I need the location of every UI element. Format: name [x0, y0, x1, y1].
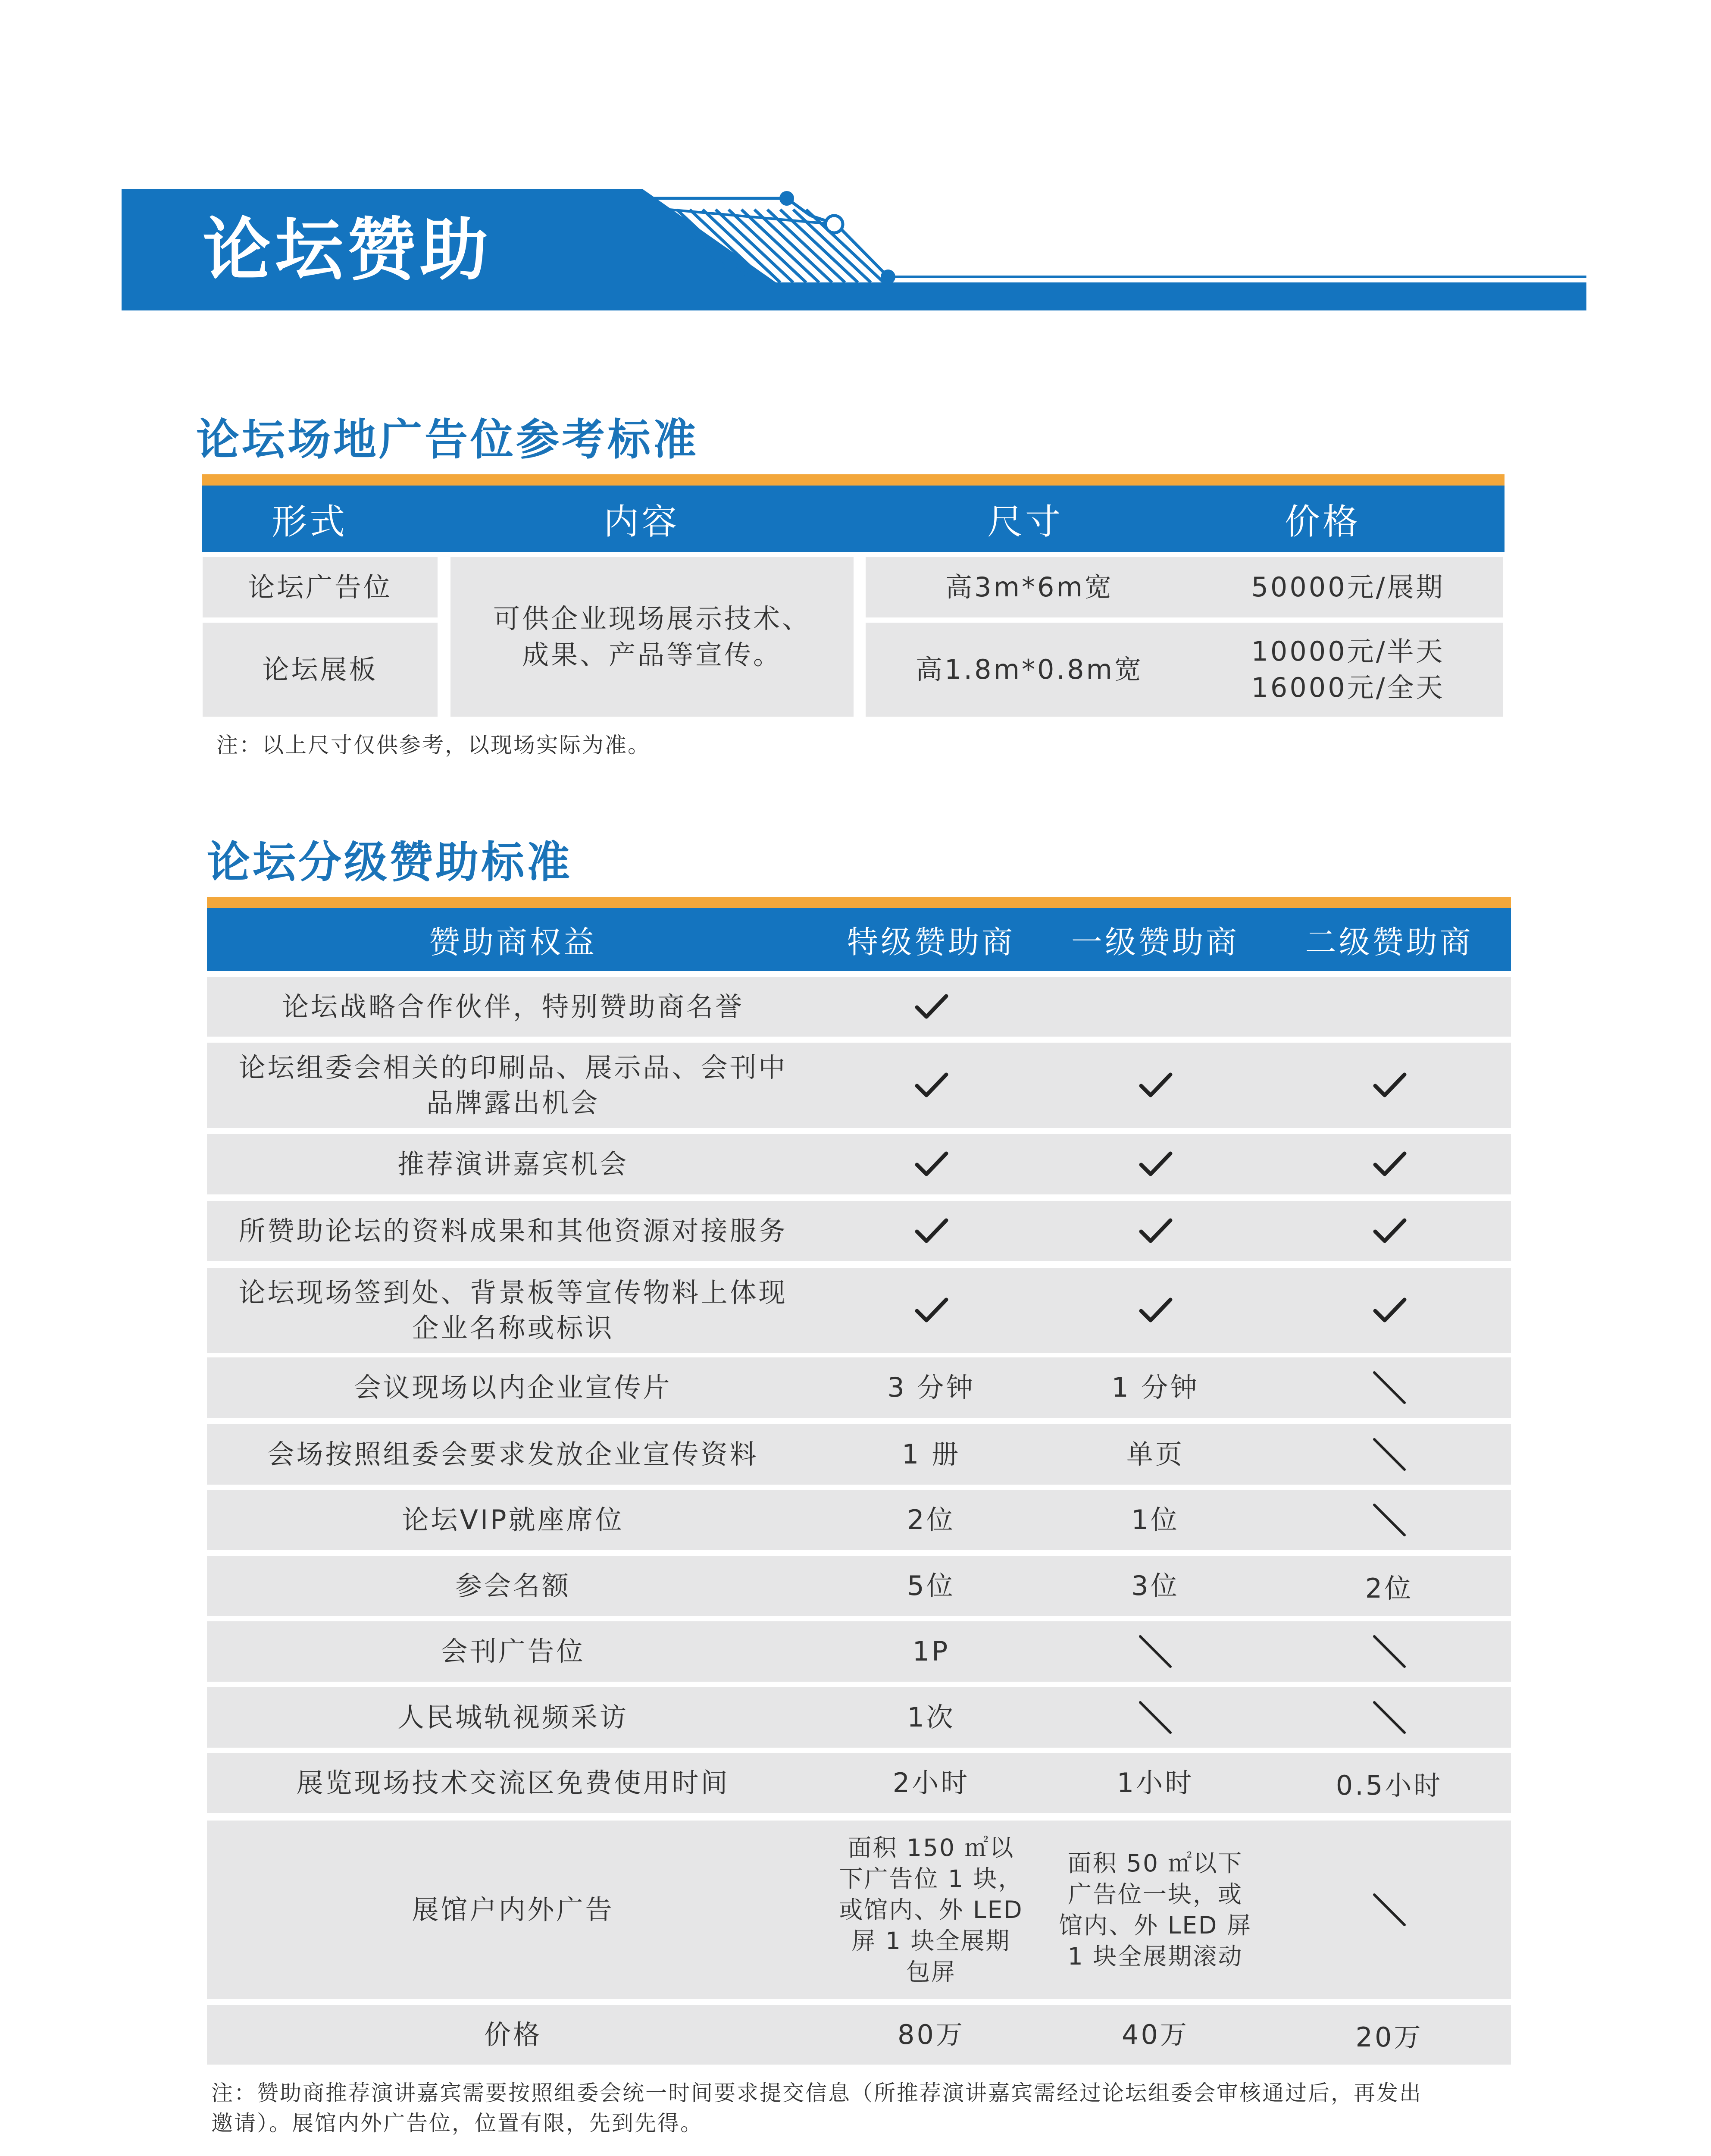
text-line: 或馆内、外 LED — [839, 1896, 1023, 1924]
first-sponsor-cell — [1043, 1556, 1267, 1616]
special-sponsor-cell — [819, 2005, 1043, 2065]
table-row — [207, 1687, 1511, 1748]
benefit-text — [402, 1502, 624, 1538]
sponsor-table-header — [207, 908, 1511, 971]
second-sponsor-cell — [1267, 1490, 1511, 1550]
first-sponsor-cell — [1043, 1134, 1267, 1194]
benefit-cell — [207, 1201, 819, 1261]
sponsor-table-accent-bar — [207, 897, 1511, 908]
cell-value: 20万 — [1355, 2021, 1423, 2053]
content-line: 可供企业现场展示技术、 — [493, 603, 811, 634]
cell-value: 1P — [912, 1636, 950, 1667]
benefit-text — [282, 989, 744, 1025]
second-sponsor-cell — [1267, 1268, 1511, 1353]
benefit-text — [238, 1275, 787, 1346]
header-price: 价格 — [1284, 501, 1361, 542]
benefit-text — [412, 1892, 614, 1927]
cell-value: 1次 — [907, 1702, 955, 1733]
second-sponsor-cell — [1267, 1357, 1511, 1418]
price-line: 16000元/全天 — [1251, 672, 1445, 703]
second-sponsor-cell — [1267, 1043, 1511, 1128]
first-sponsor-cell — [1043, 1621, 1267, 1682]
check-icon — [912, 1212, 951, 1250]
special-sponsor-cell — [819, 1268, 1043, 1353]
first-sponsor-cell — [1043, 1357, 1267, 1418]
second-sponsor-cell — [1267, 1424, 1511, 1485]
second-sponsor-cell — [1267, 1821, 1511, 1999]
table-row — [207, 2005, 1511, 2065]
check-icon — [912, 1291, 951, 1330]
special-sponsor-cell — [819, 1556, 1043, 1616]
benefit-text — [238, 1213, 787, 1249]
benefit-text — [238, 1050, 787, 1121]
special-sponsor-cell — [819, 1490, 1043, 1550]
text-line: 会刊广告位 — [441, 1636, 585, 1667]
cell-value: 5位 — [907, 1570, 955, 1601]
second-sponsor-cell — [1267, 977, 1511, 1037]
check-icon — [1136, 1066, 1175, 1105]
text-line: 论坛VIP就座席位 — [402, 1504, 624, 1536]
table-row — [207, 1753, 1511, 1813]
venue-content-cell — [450, 557, 854, 717]
table-row — [207, 1201, 1511, 1261]
text-line: 所赞助论坛的资料成果和其他资源对接服务 — [238, 1215, 788, 1247]
venue-table-header — [202, 486, 1505, 552]
special-sponsor-cell — [819, 1821, 1043, 1999]
text-line: 价格 — [484, 2019, 542, 2050]
text-line: 屏 1 块全展期 — [851, 1927, 1011, 1955]
cell-value: 2位 — [1365, 1572, 1414, 1604]
check-icon — [1370, 1145, 1409, 1184]
header-first-sponsor: 一级赞助商 — [1071, 924, 1239, 960]
not-applicable-slash-icon — [1370, 1435, 1409, 1474]
text-line: 企业名称或标识 — [412, 1312, 614, 1344]
first-sponsor-cell — [1043, 1490, 1267, 1550]
benefit-cell — [207, 1556, 819, 1616]
cell-value: 3位 — [1131, 1570, 1179, 1601]
second-sponsor-cell — [1267, 2005, 1511, 2065]
text-line: 展馆户内外广告 — [412, 1894, 614, 1925]
special-sponsor-cell — [819, 1134, 1043, 1194]
not-applicable-slash-icon — [1370, 1368, 1409, 1407]
check-icon — [1136, 1212, 1175, 1250]
header-form: 形式 — [271, 501, 347, 542]
benefit-text — [397, 1700, 629, 1735]
second-sponsor-cell — [1267, 1201, 1511, 1261]
venue-note: 注：以上尺寸仅供参考，以现场实际为准。 — [216, 733, 651, 758]
benefit-cell — [207, 977, 819, 1037]
table-row — [207, 1268, 1511, 1353]
text-line: 包屏 — [906, 1958, 956, 1986]
text-line: 会议现场以内企业宣传片 — [354, 1372, 672, 1403]
table-row — [207, 977, 1511, 1037]
venue-price-cell — [1193, 633, 1503, 706]
text-line: 人民城轨视频采访 — [397, 1702, 629, 1733]
cell-value: 80万 — [898, 2019, 965, 2050]
venue-size-cell: 高3m*6m宽 — [945, 571, 1114, 603]
benefit-cell — [207, 1357, 819, 1418]
check-icon — [1370, 1291, 1409, 1330]
first-sponsor-cell — [1043, 2005, 1267, 2065]
text-line: 会场按照组委会要求发放企业宣传资料 — [267, 1438, 759, 1470]
price-line: 10000元/半天 — [1251, 636, 1445, 667]
text-line: 下广告位 1 块， — [839, 1865, 1023, 1893]
text-line: 论坛战略合作伙伴，特别赞助商名誉 — [282, 991, 744, 1022]
venue-form-cell: 论坛广告位 — [203, 557, 438, 617]
cell-value: 40万 — [1122, 2019, 1189, 2050]
first-sponsor-cell — [1043, 1268, 1267, 1353]
venue-row-board — [866, 623, 1503, 717]
second-sponsor-cell — [1267, 1621, 1511, 1682]
benefit-cell — [207, 1134, 819, 1194]
benefit-cell — [207, 1753, 819, 1813]
special-sponsor-cell — [819, 1357, 1043, 1418]
sponsor-levels-title: 论坛分级赞助标准 — [207, 837, 572, 887]
special-sponsor-cell — [819, 1201, 1043, 1261]
check-icon — [912, 1066, 951, 1105]
benefit-text — [354, 1370, 672, 1405]
text-line: 参会名额 — [455, 1570, 571, 1601]
table-row — [207, 1621, 1511, 1682]
header-special-sponsor: 特级赞助商 — [847, 924, 1015, 960]
header-size: 尺寸 — [987, 501, 1063, 542]
special-sponsor-cell — [819, 1621, 1043, 1682]
first-sponsor-cell — [1043, 1753, 1267, 1813]
text-line: 面积 50 ㎡以下 — [1067, 1849, 1243, 1877]
text-line: 推荐演讲嘉宾机会 — [397, 1148, 629, 1180]
special-sponsor-cell — [819, 1687, 1043, 1748]
page-title: 论坛赞助 — [203, 210, 492, 290]
benefit-text — [267, 1437, 758, 1472]
not-applicable-slash-icon — [1370, 1698, 1409, 1737]
second-sponsor-cell — [1267, 1753, 1511, 1813]
not-applicable-slash-icon — [1136, 1632, 1175, 1671]
cell-value: 2小时 — [892, 1767, 970, 1799]
benefit-cell — [207, 1268, 819, 1353]
ad-description — [839, 1832, 1023, 1987]
venue-row-ad-slot — [866, 557, 1503, 617]
benefit-text — [455, 1568, 571, 1604]
header-content: 内容 — [603, 501, 679, 542]
benefit-cell — [207, 1424, 819, 1485]
table-row — [207, 1556, 1511, 1616]
special-sponsor-cell — [819, 1043, 1043, 1128]
table-row — [207, 1490, 1511, 1550]
cell-value: 单页 — [1126, 1438, 1184, 1470]
table-row — [207, 1357, 1511, 1418]
cell-value: 2位 — [907, 1504, 955, 1536]
text-line: 品牌露出机会 — [426, 1087, 600, 1119]
special-sponsor-cell — [819, 1424, 1043, 1485]
benefit-cell — [207, 2005, 819, 2065]
second-sponsor-cell — [1267, 1687, 1511, 1748]
first-sponsor-cell — [1043, 1043, 1267, 1128]
table-row — [207, 1134, 1511, 1194]
cell-value: 0.5小时 — [1336, 1769, 1443, 1801]
text-line: 广告位一块，或 — [1067, 1880, 1243, 1908]
text-line: 1 块全展期滚动 — [1067, 1943, 1243, 1970]
special-sponsor-cell — [819, 1753, 1043, 1813]
check-icon — [912, 987, 951, 1026]
text-line: 展览现场技术交流区免费使用时间 — [296, 1767, 730, 1799]
venue-form-cell: 论坛展板 — [203, 623, 438, 717]
special-sponsor-cell — [819, 977, 1043, 1037]
benefit-text — [484, 2017, 542, 2053]
venue-table-accent-bar — [202, 474, 1505, 486]
check-icon — [1136, 1291, 1175, 1330]
second-sponsor-cell — [1267, 1556, 1511, 1616]
cell-value: 1小时 — [1117, 1767, 1194, 1799]
benefit-cell — [207, 1621, 819, 1682]
venue-price-cell: 50000元/展期 — [1251, 571, 1445, 603]
benefit-cell — [207, 1821, 819, 1999]
text-line: 馆内、外 LED 屏 — [1059, 1912, 1252, 1939]
cell-value: 1 册 — [901, 1438, 961, 1470]
check-icon — [1370, 1212, 1409, 1250]
venue-size-cell: 高1.8m*0.8m宽 — [916, 654, 1143, 685]
benefit-cell — [207, 1490, 819, 1550]
first-sponsor-cell — [1043, 1821, 1267, 1999]
cell-value: 1 分钟 — [1111, 1372, 1199, 1403]
sponsor-note-line: 注：赞助商推荐演讲嘉宾需要按照组委会统一时间要求提交信息（所推荐演讲嘉宾需经过论坛组委会审核通过后，再发出 — [211, 2081, 1422, 2106]
first-sponsor-cell — [1043, 1424, 1267, 1485]
text-line: 论坛现场签到处、背景板等宣传物料上体现 — [238, 1277, 788, 1308]
sponsor-note-line: 邀请）。展馆内外广告位，位置有限，先到先得。 — [211, 2111, 703, 2136]
second-sponsor-cell — [1267, 1134, 1511, 1194]
first-sponsor-cell — [1043, 977, 1267, 1037]
check-icon — [912, 1145, 951, 1184]
not-applicable-slash-icon — [1370, 1632, 1409, 1671]
check-icon — [1370, 1066, 1409, 1105]
content-line: 成果、产品等宣传。 — [522, 639, 782, 671]
benefit-cell — [207, 1687, 819, 1748]
table-row — [207, 1821, 1511, 1999]
benefit-cell — [207, 1043, 819, 1128]
cell-value: 1位 — [1131, 1504, 1179, 1536]
cell-value: 3 分钟 — [887, 1372, 975, 1403]
first-sponsor-cell — [1043, 1687, 1267, 1748]
text-line: 论坛组委会相关的印刷品、展示品、会刊中 — [238, 1052, 788, 1083]
ad-description — [1059, 1848, 1252, 1972]
first-sponsor-cell — [1043, 1201, 1267, 1261]
check-icon — [1136, 1145, 1175, 1184]
benefit-text — [296, 1765, 729, 1801]
not-applicable-slash-icon — [1370, 1501, 1409, 1539]
header-second-sponsor: 二级赞助商 — [1305, 924, 1473, 960]
table-row — [207, 1043, 1511, 1128]
not-applicable-slash-icon — [1370, 1890, 1409, 1929]
not-applicable-slash-icon — [1136, 1698, 1175, 1737]
venue-ads-title: 论坛场地广告位参考标准 — [196, 414, 699, 465]
table-row — [207, 1424, 1511, 1485]
header-benefit: 赞助商权益 — [429, 924, 597, 960]
text-line: 面积 150 ㎡以 — [848, 1834, 1015, 1861]
benefit-text — [397, 1147, 629, 1182]
benefit-text — [441, 1634, 585, 1669]
